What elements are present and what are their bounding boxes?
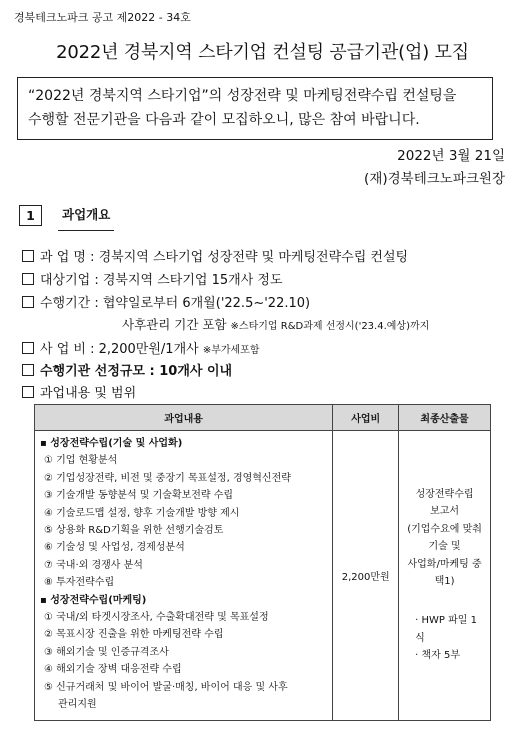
checkbox-icon	[22, 296, 34, 308]
list-item: ③ 기술개발 동향분석 및 기술확보전략 수립	[44, 490, 234, 502]
list-item: ⑧ 투자전략수립	[44, 577, 115, 589]
intro-line-1: “2022년 경북지역 스타기업”의 성장전략 및 마케팅전략수립 컨설팅을	[28, 88, 457, 104]
output-line: 사업화/마케팅 중	[407, 558, 482, 570]
item-text: 수행기관 선정규모 : 10개사 이내	[40, 364, 233, 379]
item-text: 과 업 명 : 경북지역 스타기업 성장전략 및 마케팅전략수립 컨설팅	[40, 250, 409, 265]
table-header-row	[35, 405, 491, 431]
budget-cell: 2,200만원	[333, 431, 399, 721]
organization-name: (재)경북테크노파크원장	[364, 171, 505, 187]
checkbox-icon	[22, 250, 34, 262]
output-line: 보고서	[430, 506, 460, 518]
checkbox-icon	[22, 342, 34, 354]
output-line: 성장전략수립	[415, 488, 474, 500]
list-item: ⑦ 국내·외 경쟁사 분석	[44, 559, 143, 571]
period-sub-note: ※스타기업 R&D과제 선정시('23.4.예상)까지	[230, 321, 430, 332]
category-heading: ▪ 성장전략수립(마케팅)	[40, 594, 147, 606]
output-line: 기술 및	[428, 541, 461, 553]
output-line: 택1)	[434, 575, 455, 587]
item-period	[22, 292, 310, 311]
list-item-continuation: 관리지원	[58, 699, 97, 711]
list-item: ④ 기술로드맵 설정, 향후 기술개발 방향 제시	[44, 507, 240, 519]
header-task-content: 과업내용	[35, 405, 333, 431]
output-line: (기업수요에 맞춰	[407, 523, 482, 535]
intro-line-2: 수행할 전문기관을 다음과 같이 모집하오니, 많은 참여 바랍니다.	[28, 112, 420, 128]
item-budget	[22, 338, 260, 357]
checkbox-icon	[22, 386, 34, 398]
intro-box	[17, 77, 493, 140]
item-scale	[22, 360, 232, 379]
item-scope	[22, 382, 136, 401]
budget-note: ※부가세포함	[202, 345, 260, 356]
section-title: 과업개요	[62, 207, 111, 222]
item-text: 사 업 비 : 2,200만원/1개사	[40, 342, 199, 357]
list-item: ② 목표시장 진출을 위한 마케팅전략 수립	[44, 629, 224, 641]
list-item: ② 기업성장전략, 비전 및 중장기 목표설정, 경영혁신전략	[44, 472, 291, 484]
task-content-cell	[35, 431, 333, 721]
category-heading: ▪ 성장전략수립(기술 및 사업화)	[40, 438, 183, 449]
scope-table	[34, 404, 491, 721]
item-period-sub	[122, 315, 429, 333]
output-deliverables	[403, 612, 486, 664]
period-sub-main: 사후관리 기간 포함	[122, 317, 227, 332]
page-title: 2022년 경북지역 스타기업 컨설팅 공급기관(업) 모집	[56, 42, 469, 63]
list-item: ⑤ 신규거래처 및 바이어 발굴·매칭, 바이어 대응 및 사후	[44, 681, 288, 693]
checkbox-icon	[22, 273, 34, 285]
table-row	[35, 431, 491, 721]
header-budget: 사업비	[333, 405, 399, 431]
header-final-output: 최종산출물	[399, 405, 491, 431]
final-output-cell	[399, 431, 491, 721]
deliverable-item: · 책자 5부	[415, 650, 461, 662]
deliverable-item: · HWP 파일 1식	[415, 615, 477, 644]
list-item: ① 국내/외 타겟시장조사, 수출확대전략 및 목표설정	[44, 612, 269, 624]
announcement-date: 2022년 3월 21일	[397, 148, 505, 164]
item-text: 수행기간 : 협약일로부터 6개월('22.5~'22.10)	[40, 296, 311, 311]
section-number: 1	[19, 205, 42, 226]
list-item: ⑤ 상용화 R&D기획을 위한 선행기술검토	[44, 525, 224, 537]
item-project-name	[22, 246, 408, 265]
list-item: ① 기업 현황분석	[44, 455, 118, 467]
item-text: 대상기업 : 경북지역 스타기업 15개사 정도	[40, 273, 283, 288]
notice-number: 경북테크노파크 공고 제2022 - 34호	[14, 11, 191, 24]
item-text: 과업내용 및 범위	[40, 386, 137, 401]
item-target	[22, 269, 283, 288]
list-item: ④ 해외기술 장벽 대응전략 수립	[44, 664, 182, 676]
list-item: ⑥ 기술성 및 사업성, 경제성분석	[44, 542, 185, 554]
list-item: ③ 해외기술 및 인증규격조사	[44, 646, 169, 658]
checkbox-icon	[22, 364, 34, 376]
